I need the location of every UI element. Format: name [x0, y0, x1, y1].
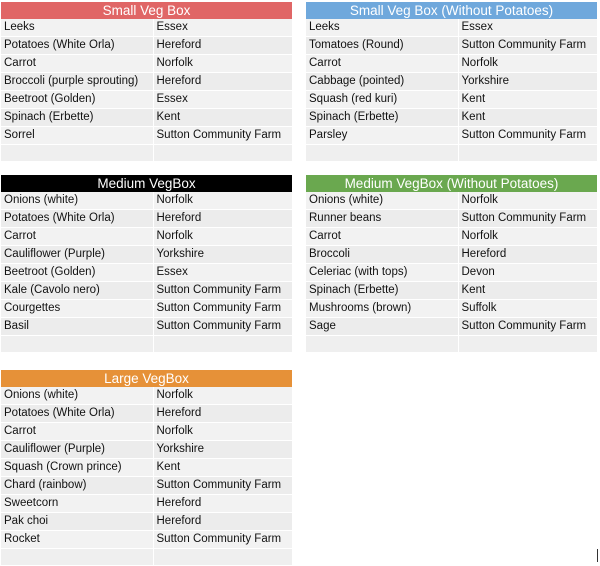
table-row — [306, 37, 597, 55]
origin-cell[interactable]: Norfolk — [153, 192, 292, 210]
veg-name-cell[interactable]: Squash (Crown prince) — [1, 459, 153, 477]
table-row — [1, 405, 292, 423]
table-row — [306, 210, 597, 228]
origin-cell[interactable]: Kent — [458, 282, 597, 300]
origin-cell[interactable]: Sutton Community Farm — [153, 282, 292, 300]
veg-name-cell[interactable]: Sorrel — [1, 127, 153, 145]
veg-table — [1, 19, 293, 162]
veg-name-cell[interactable]: Spinach (Erbette) — [1, 109, 153, 127]
veg-name-cell[interactable]: Parsley — [306, 127, 458, 145]
veg-name-cell[interactable]: Carrot — [1, 423, 153, 441]
table-row — [1, 127, 292, 145]
empty-cell[interactable] — [1, 549, 153, 566]
veg-name-cell[interactable]: Cabbage (pointed) — [306, 73, 458, 91]
table-row — [306, 19, 597, 37]
empty-cell[interactable] — [306, 336, 458, 353]
veg-name-cell[interactable]: Beetroot (Golden) — [1, 91, 153, 109]
veg-table — [306, 19, 598, 162]
veg-name-cell[interactable]: Chard (rainbow) — [1, 477, 153, 495]
veg-name-cell[interactable]: Sweetcorn — [1, 495, 153, 513]
origin-cell[interactable]: Sutton Community Farm — [458, 127, 597, 145]
veg-name-cell[interactable]: Onions (white) — [1, 387, 153, 405]
table-row — [1, 282, 292, 300]
origin-cell[interactable]: Sutton Community Farm — [458, 37, 597, 55]
veg-name-cell[interactable]: Mushrooms (brown) — [306, 300, 458, 318]
box-header: Small Veg Box — [1, 2, 292, 19]
empty-cell[interactable] — [458, 145, 597, 162]
veg-table — [1, 387, 293, 566]
table-row — [1, 441, 292, 459]
table-row — [1, 300, 292, 318]
table-row — [1, 55, 292, 73]
origin-cell[interactable]: Hereford — [153, 513, 292, 531]
veg-name-cell[interactable]: Runner beans — [306, 210, 458, 228]
table-row — [306, 228, 597, 246]
table-row — [1, 228, 292, 246]
origin-cell[interactable]: Essex — [458, 19, 597, 37]
veg-name-cell[interactable]: Onions (white) — [1, 192, 153, 210]
veg-name-cell[interactable]: Onions (white) — [306, 192, 458, 210]
origin-cell[interactable]: Kent — [458, 109, 597, 127]
empty-cell[interactable] — [306, 145, 458, 162]
table-row — [1, 109, 292, 127]
table-row — [1, 37, 292, 55]
empty-cell[interactable] — [153, 549, 292, 566]
veg-name-cell[interactable]: Spinach (Erbette) — [306, 109, 458, 127]
small-veg-box-without-potatoes — [306, 2, 597, 162]
origin-cell[interactable]: Sutton Community Farm — [458, 318, 597, 336]
empty-row — [306, 336, 597, 353]
origin-cell[interactable]: Sutton Community Farm — [458, 210, 597, 228]
table-row — [1, 210, 292, 228]
origin-cell[interactable]: Essex — [153, 91, 292, 109]
origin-cell[interactable]: Sutton Community Farm — [153, 300, 292, 318]
table-row — [1, 531, 292, 549]
empty-cell[interactable] — [458, 336, 597, 353]
table-row — [306, 91, 597, 109]
table-row — [1, 264, 292, 282]
origin-cell[interactable]: Norfolk — [153, 387, 292, 405]
origin-cell[interactable]: Hereford — [153, 37, 292, 55]
veg-name-cell[interactable]: Broccoli (purple sprouting) — [1, 73, 153, 91]
veg-name-cell[interactable]: Squash (red kuri) — [306, 91, 458, 109]
box-header: Small Veg Box (Without Potatoes) — [306, 2, 597, 19]
origin-cell[interactable]: Norfolk — [458, 228, 597, 246]
veg-table — [306, 192, 598, 353]
origin-cell[interactable]: Suffolk — [458, 300, 597, 318]
table-row — [1, 246, 292, 264]
origin-cell[interactable]: Kent — [458, 91, 597, 109]
table-row — [1, 73, 292, 91]
box-header: Medium VegBox — [1, 175, 292, 192]
veg-name-cell[interactable]: Potatoes (White Orla) — [1, 37, 153, 55]
veg-name-cell[interactable]: Pak choi — [1, 513, 153, 531]
table-row — [1, 423, 292, 441]
empty-cell[interactable] — [153, 145, 292, 162]
table-row — [306, 73, 597, 91]
veg-name-cell[interactable]: Celeriac (with tops) — [306, 264, 458, 282]
empty-cell[interactable] — [1, 145, 153, 162]
table-row — [1, 387, 292, 405]
table-row — [306, 282, 597, 300]
veg-name-cell[interactable]: Spinach (Erbette) — [306, 282, 458, 300]
origin-cell[interactable]: Kent — [153, 459, 292, 477]
table-row — [306, 55, 597, 73]
veg-name-cell[interactable]: Leeks — [1, 19, 153, 37]
origin-cell[interactable]: Yorkshire — [153, 441, 292, 459]
origin-cell[interactable]: Hereford — [153, 495, 292, 513]
table-row — [1, 19, 292, 37]
origin-cell[interactable]: Hereford — [153, 210, 292, 228]
veg-name-cell[interactable]: Beetroot (Golden) — [1, 264, 153, 282]
veg-name-cell[interactable]: Basil — [1, 318, 153, 336]
veg-name-cell[interactable]: Kale (Cavolo nero) — [1, 282, 153, 300]
text-cursor — [597, 549, 598, 562]
table-row — [1, 91, 292, 109]
empty-row — [1, 336, 292, 353]
table-row — [306, 246, 597, 264]
box-header: Large VegBox — [1, 370, 292, 387]
table-row — [1, 192, 292, 210]
table-row — [1, 495, 292, 513]
medium-veg-box-without-potatoes — [306, 175, 597, 353]
veg-name-cell[interactable]: Tomatoes (Round) — [306, 37, 458, 55]
origin-cell[interactable]: Sutton Community Farm — [153, 477, 292, 495]
empty-row — [1, 145, 292, 162]
veg-name-cell[interactable]: Cauliflower (Purple) — [1, 441, 153, 459]
origin-cell[interactable]: Sutton Community Farm — [153, 531, 292, 549]
table-row — [1, 459, 292, 477]
origin-cell[interactable]: Devon — [458, 264, 597, 282]
origin-cell[interactable]: Yorkshire — [458, 73, 597, 91]
origin-cell[interactable]: Yorkshire — [153, 246, 292, 264]
medium-veg-box — [1, 175, 292, 353]
veg-name-cell[interactable]: Rocket — [1, 531, 153, 549]
origin-cell[interactable]: Hereford — [458, 246, 597, 264]
origin-cell[interactable]: Norfolk — [153, 423, 292, 441]
table-row — [1, 318, 292, 336]
veg-name-cell[interactable]: Carrot — [306, 228, 458, 246]
large-veg-box — [1, 370, 292, 566]
veg-name-cell[interactable]: Courgettes — [1, 300, 153, 318]
origin-cell[interactable]: Norfolk — [153, 228, 292, 246]
table-row — [306, 192, 597, 210]
table-row — [306, 109, 597, 127]
table-row — [1, 513, 292, 531]
veg-name-cell[interactable]: Cauliflower (Purple) — [1, 246, 153, 264]
veg-name-cell[interactable]: Potatoes (White Orla) — [1, 210, 153, 228]
table-row — [306, 300, 597, 318]
table-row — [306, 318, 597, 336]
table-row — [306, 264, 597, 282]
veg-name-cell[interactable]: Carrot — [1, 228, 153, 246]
table-row — [306, 127, 597, 145]
origin-cell[interactable]: Essex — [153, 19, 292, 37]
empty-cell[interactable] — [153, 336, 292, 353]
origin-cell[interactable]: Hereford — [153, 73, 292, 91]
veg-name-cell[interactable]: Potatoes (White Orla) — [1, 405, 153, 423]
veg-name-cell[interactable]: Leeks — [306, 19, 458, 37]
veg-table — [1, 192, 293, 353]
origin-cell[interactable]: Sutton Community Farm — [153, 318, 292, 336]
origin-cell[interactable]: Norfolk — [458, 192, 597, 210]
origin-cell[interactable]: Hereford — [153, 405, 292, 423]
origin-cell[interactable]: Kent — [153, 109, 292, 127]
empty-cell[interactable] — [1, 336, 153, 353]
veg-name-cell[interactable]: Carrot — [1, 55, 153, 73]
table-row — [1, 477, 292, 495]
origin-cell[interactable]: Norfolk — [458, 55, 597, 73]
box-header: Medium VegBox (Without Potatoes) — [306, 175, 597, 192]
origin-cell[interactable]: Sutton Community Farm — [153, 127, 292, 145]
empty-row — [1, 549, 292, 566]
small-veg-box — [1, 2, 292, 162]
origin-cell[interactable]: Essex — [153, 264, 292, 282]
empty-row — [306, 145, 597, 162]
veg-name-cell[interactable]: Broccoli — [306, 246, 458, 264]
veg-name-cell[interactable]: Sage — [306, 318, 458, 336]
veg-name-cell[interactable]: Carrot — [306, 55, 458, 73]
origin-cell[interactable]: Norfolk — [153, 55, 292, 73]
